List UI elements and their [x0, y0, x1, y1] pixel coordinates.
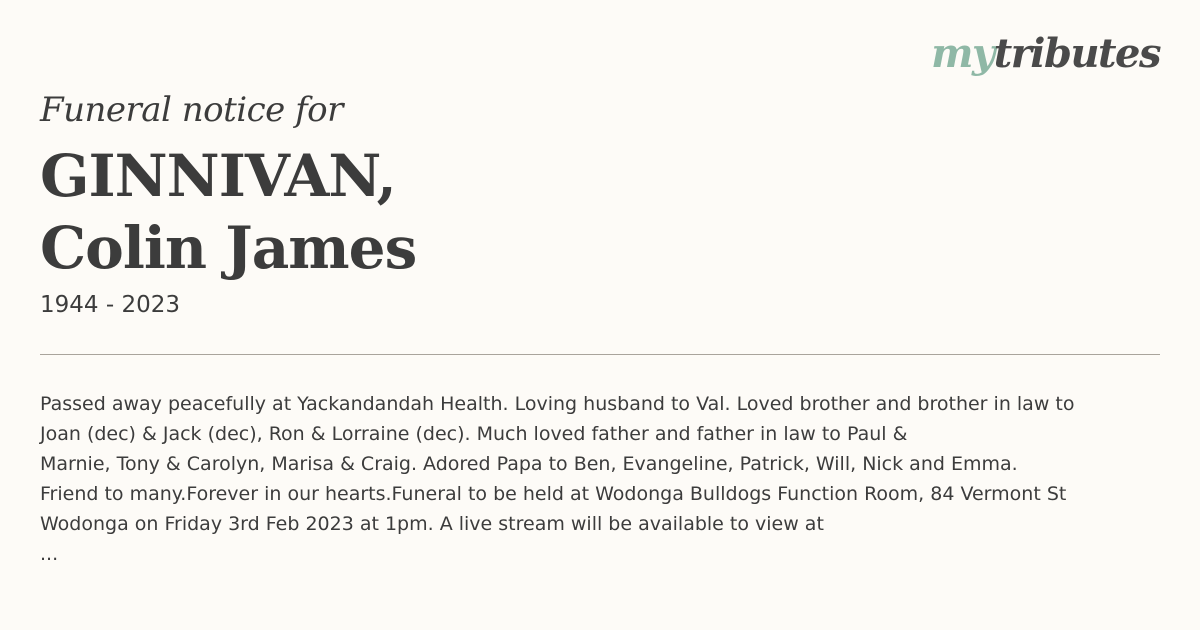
logo-my: my [931, 30, 994, 77]
divider [40, 354, 1160, 355]
logo-tributes: tributes [993, 30, 1160, 77]
notice-body-line: Passed away peacefully at Yackandandah Health. Loving husband to Val. Loved brother and brother in law to [40, 393, 1075, 415]
deceased-name [40, 140, 416, 284]
deceased-surname: GINNIVAN, [40, 142, 396, 210]
deceased-given-names: Colin James [40, 214, 417, 282]
notice-body-line: Joan (dec) & Jack (dec), Ron & Lorraine (dec). Much loved father and father in law to Paul & [40, 423, 908, 445]
notice-body-ellipsis: ... [40, 543, 59, 565]
notice-body-line: Friend to many.Forever in our hearts.Funeral to be held at Wodonga Bulldogs Function Room, 84 Vermont St [40, 483, 1067, 505]
notice-body [40, 389, 1160, 569]
notice-type-label: Funeral notice for [40, 90, 343, 130]
notice-body-line: Marnie, Tony & Carolyn, Marisa & Craig. Adored Papa to Ben, Evangeline, Patrick, Will, Nick and Emma. [40, 453, 1018, 475]
mytributes-logo[interactable] [931, 30, 1160, 77]
life-years: 1944 - 2023 [40, 292, 180, 318]
notice-body-line: Wodonga on Friday 3rd Feb 2023 at 1pm. A live stream will be available to view at [40, 513, 824, 535]
